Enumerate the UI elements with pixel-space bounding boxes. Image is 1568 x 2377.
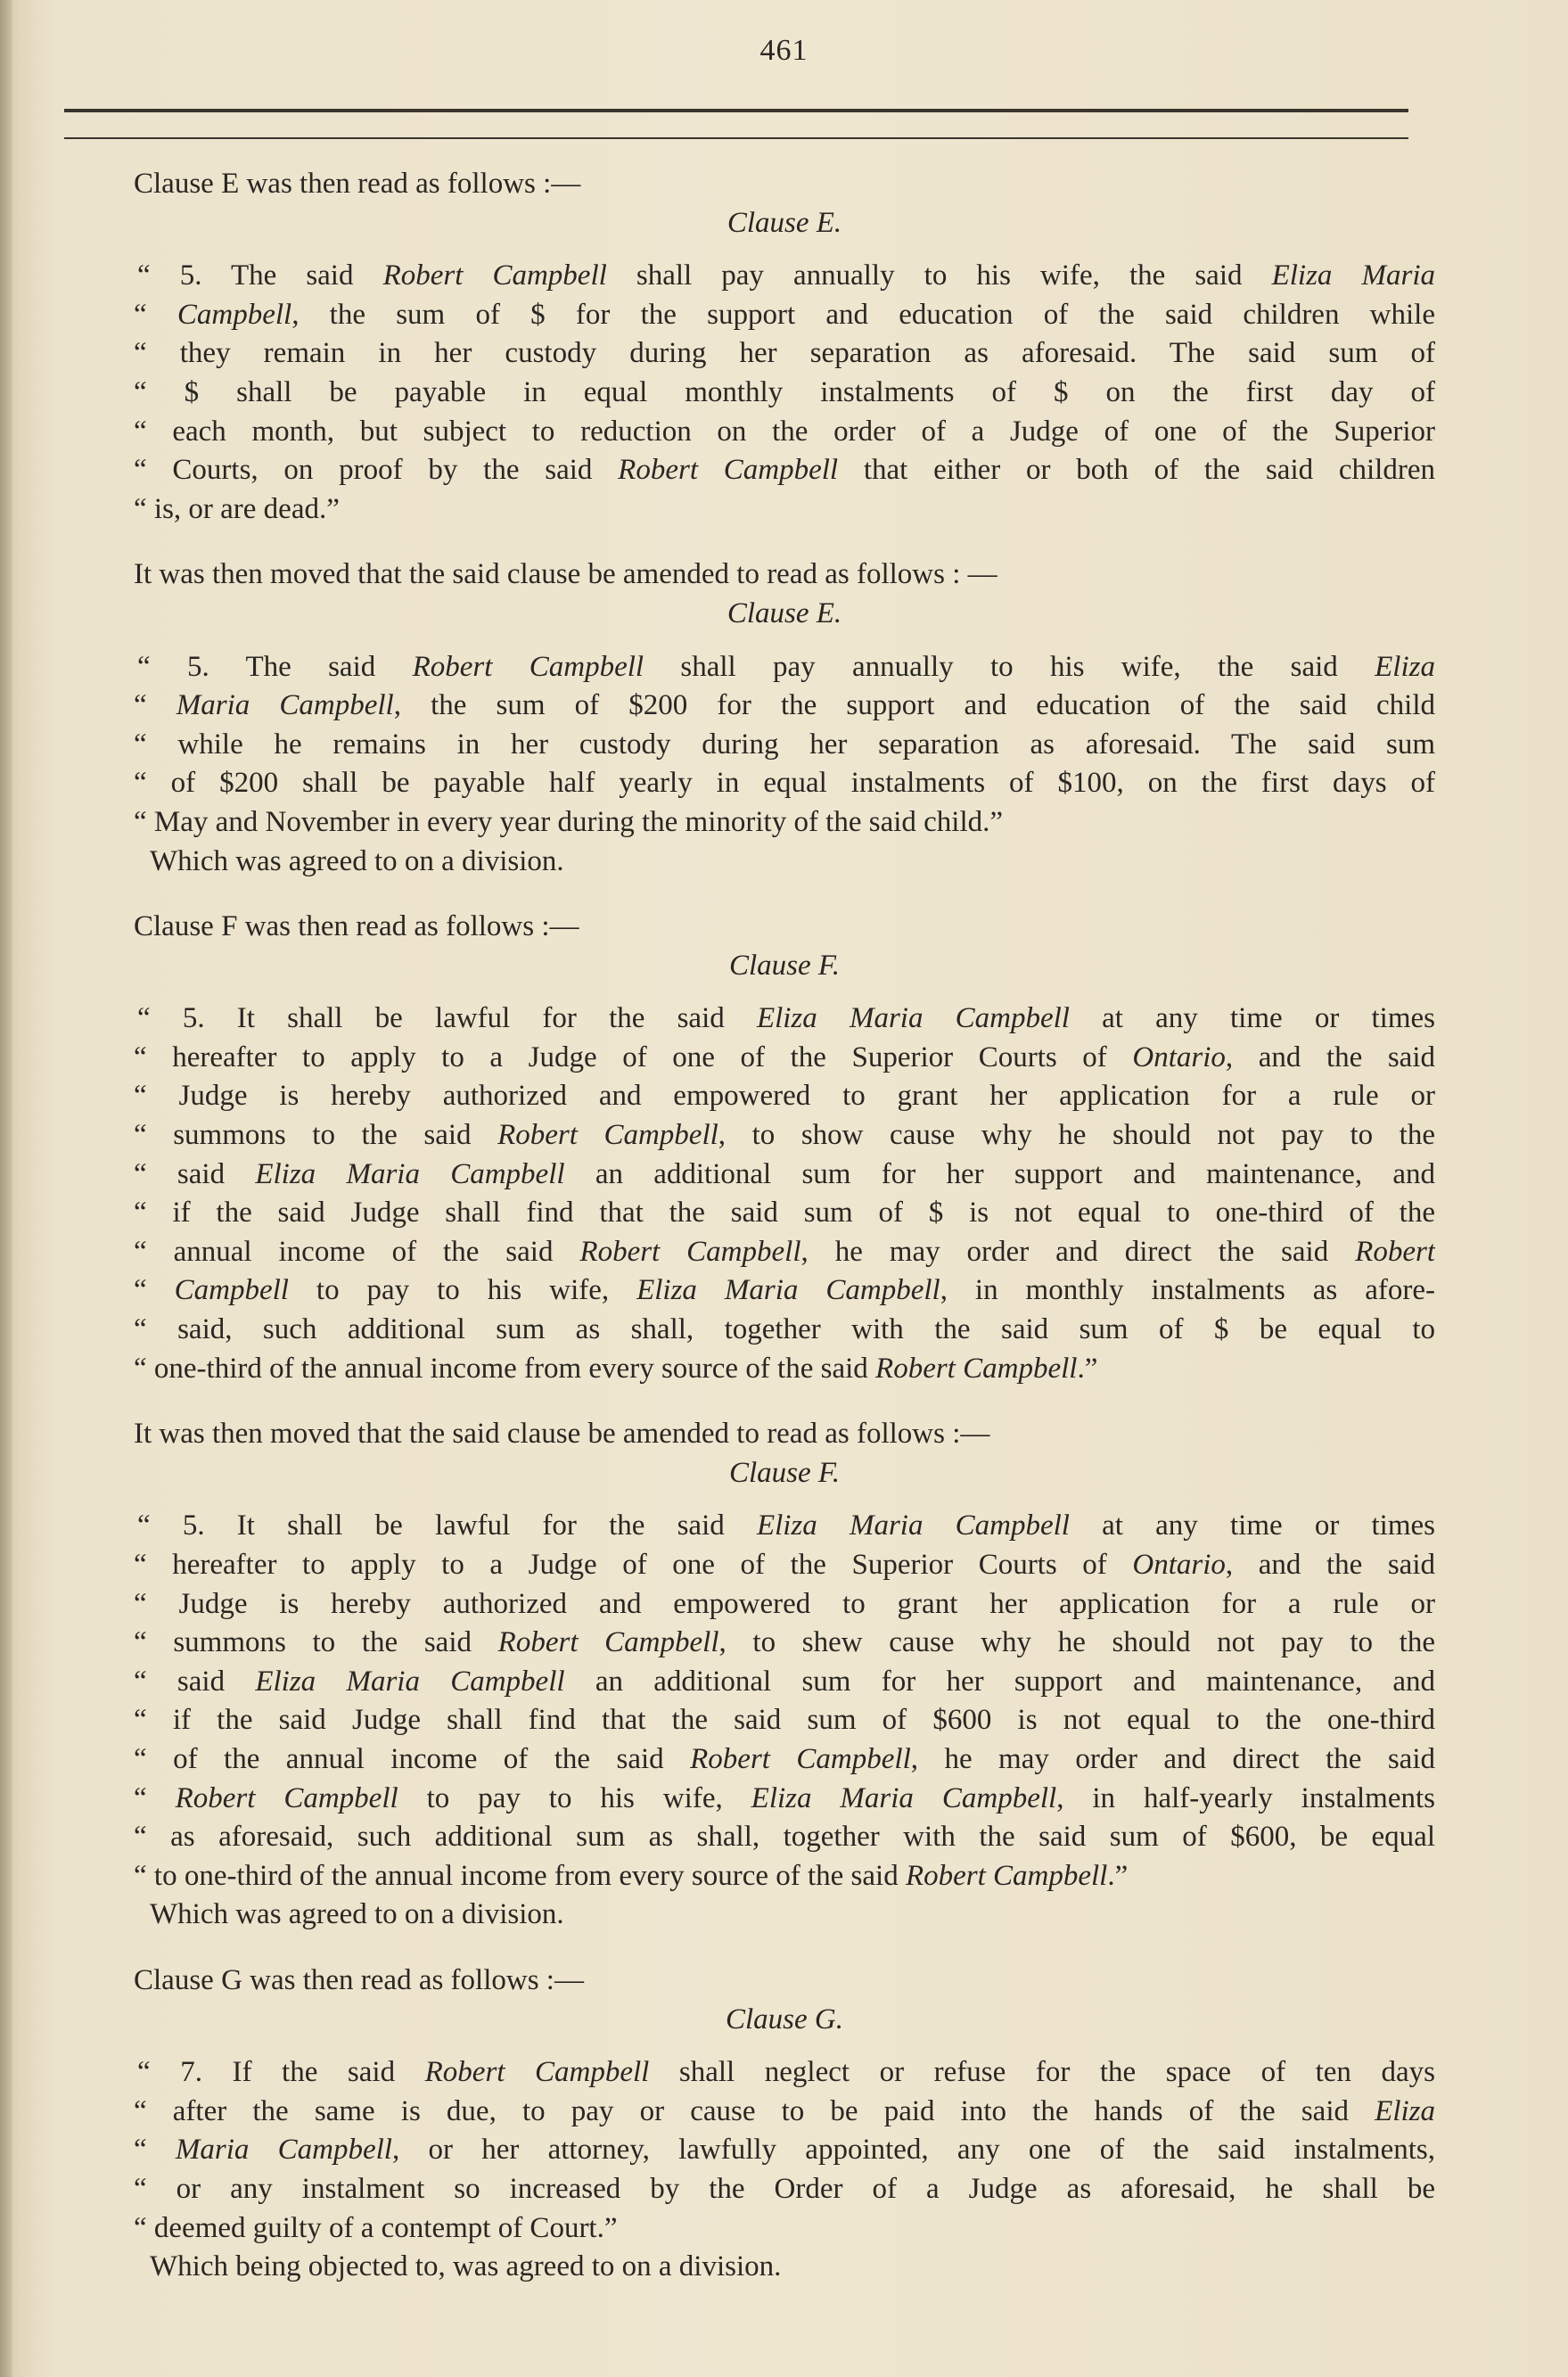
clause-line: “ said Eliza Maria Campbell an additional sum for her support and maintenance, and <box>134 1157 1435 1190</box>
clause-line: “ said Eliza Maria Campbell an additional sum for her support and maintenance, and <box>134 1665 1435 1698</box>
clause-line: “ Robert Campbell to pay to his wife, Eliza Maria Campbell, in half-yearly instalments <box>134 1781 1435 1814</box>
clause-text <box>134 648 1435 843</box>
clause-heading: Clause F. <box>728 949 841 982</box>
clause-line: “ of $200 shall be payable half yearly in equal instalments of $100, on the first days of <box>134 767 1435 800</box>
clause-line: “ 5. The said Robert Campbell shall pay annually to his wife, the said Eliza Maria <box>137 259 1435 292</box>
clause-line: “ of the annual income of the said Robert Campbell, he may order and direct the said <box>134 1742 1435 1775</box>
clause-line: “ annual income of the said Robert Campbell, he may order and direct the said Robert <box>134 1235 1435 1268</box>
clause-line: “ to one-third of the annual income from every source of the said Robert Campbell.” <box>134 1859 1129 1892</box>
clause-heading: Clause E. <box>727 206 842 239</box>
binding-edge <box>0 0 12 2377</box>
clause-heading: Clause F. <box>728 1456 841 1489</box>
clause-line: “ summons to the said Robert Campbell, to shew cause why he should not pay to the <box>134 1626 1435 1659</box>
clause-line: “ $ shall be payable in equal monthly instalments of $ on the first day of <box>134 375 1435 408</box>
clause-line: “ Campbell, the sum of $ for the support and education of the said children while <box>134 298 1435 331</box>
clause-line: “ Judge is hereby authorized and empowered to grant her application for a rule or <box>134 1587 1435 1620</box>
clause-line: “ Campbell to pay to his wife, Eliza Maria Campbell, in monthly instalments as afore- <box>134 1274 1435 1307</box>
page-number: 461 <box>759 34 809 67</box>
clause-text <box>134 2053 1435 2248</box>
clause-heading: Clause G. <box>726 2003 843 2036</box>
clause-line: “ 7. If the said Robert Campbell shall neglect or refuse for the space of ten days <box>137 2056 1435 2089</box>
clause-line: “ they remain in her custody during her separation as aforesaid. The said sum of <box>134 337 1435 370</box>
clause-intro: Clause G was then read as follows :— <box>134 1963 584 1996</box>
clause-line: “ Courts, on proof by the said Robert Campbell that either or both of the said children <box>134 454 1435 487</box>
clause-intro: Clause E was then read as follows :— <box>134 168 581 200</box>
clause-intro: Clause F was then read as follows :— <box>134 910 579 943</box>
header-rule-thick <box>64 109 1408 112</box>
clause-line: “ 5. The said Robert Campbell shall pay annually to his wife, the said Eliza <box>137 650 1435 683</box>
clause-line: “ hereafter to apply to a Judge of one of the Superior Courts of Ontario, and the said <box>134 1549 1435 1581</box>
clause-line: “ 5. It shall be lawful for the said Eliza Maria Campbell at any time or times <box>137 1002 1435 1035</box>
clause-line: “ hereafter to apply to a Judge of one of the Superior Courts of Ontario, and the said <box>134 1040 1435 1073</box>
clause-line: “ said, such additional sum as shall, together with the said sum of $ be equal to <box>134 1313 1435 1346</box>
clause-line: “ one-third of the annual income from every source of the said Robert Campbell.” <box>134 1352 1098 1385</box>
clause-line: “ summons to the said Robert Campbell, to show cause why he should not pay to the <box>134 1119 1435 1152</box>
journal-text <box>134 165 1435 2287</box>
division-result: Which was agreed to on a division. <box>150 1898 564 1931</box>
clause-heading: Clause E. <box>727 596 842 629</box>
clause-text <box>134 1507 1435 1896</box>
clause-line: “ each month, but subject to reduction on the order of a Judge of one of the Superior <box>134 415 1435 448</box>
clause-line: “ Maria Campbell, or her attorney, lawfully appointed, any one of the said instalments, <box>134 2134 1435 2167</box>
clause-intro: It was then moved that the said clause be amended to read as follows :— <box>134 1418 990 1451</box>
clause-line: “ or any instalment so increased by the Order of a Judge as aforesaid, he shall be <box>134 2172 1435 2205</box>
division-result: Which being objected to, was agreed to on a division. <box>150 2250 782 2283</box>
clause-line: “ deemed guilty of a contempt of Court.” <box>134 2211 618 2244</box>
clause-text <box>134 999 1435 1388</box>
clause-line: “ Judge is hereby authorized and empowered to grant her application for a rule or <box>134 1080 1435 1113</box>
clause-line: “ May and November in every year during the minority of the said child.” <box>134 805 1004 838</box>
division-result: Which was agreed to on a division. <box>150 844 564 877</box>
header-rule-thin <box>64 137 1408 139</box>
clause-line: “ as aforesaid, such additional sum as shall, together with the said sum of $600, be equal <box>134 1821 1435 1854</box>
clause-line: “ after the same is due, to pay or cause to be paid into the hands of the said Eliza <box>134 2094 1435 2127</box>
clause-intro: It was then moved that the said clause be amended to read as follows : — <box>134 558 997 591</box>
clause-line: “ if the said Judge shall find that the said sum of $600 is not equal to the one-third <box>134 1704 1435 1737</box>
clause-line: “ is, or are dead.” <box>134 492 340 525</box>
clause-line: “ Maria Campbell, the sum of $200 for the support and education of the said child <box>134 689 1435 722</box>
clause-line: “ 5. It shall be lawful for the said Eliza Maria Campbell at any time or times <box>137 1509 1435 1542</box>
clause-text <box>134 257 1435 529</box>
clause-line: “ while he remains in her custody during her separation as aforesaid. The said sum <box>134 728 1435 761</box>
clause-line: “ if the said Judge shall find that the said sum of $ is not equal to one-third of the <box>134 1197 1435 1230</box>
